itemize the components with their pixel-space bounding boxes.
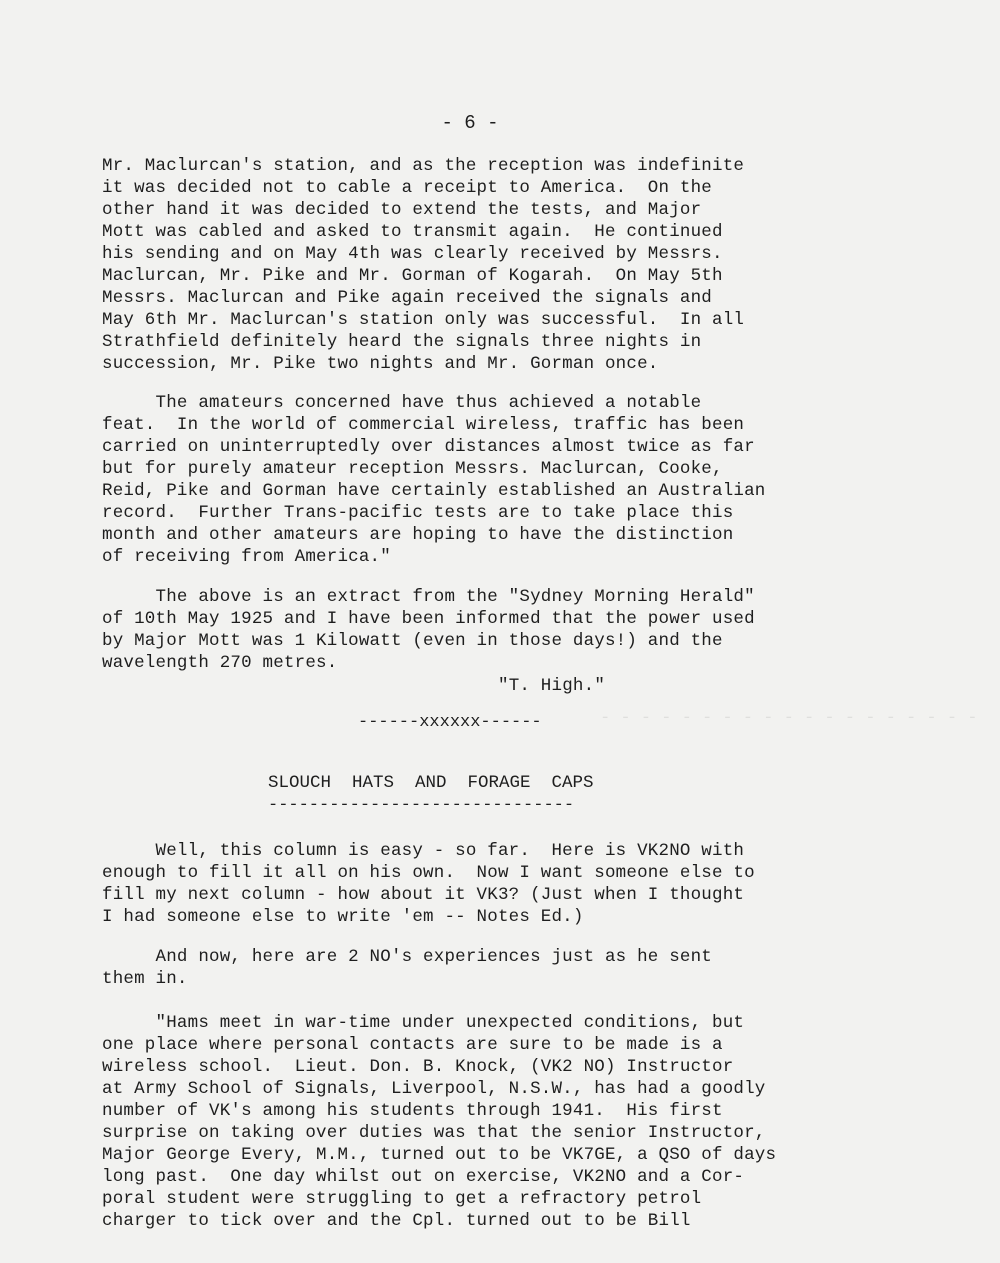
text-line: And now, here are 2 NO's experiences just as he sent (102, 947, 712, 967)
text-line: The above is an extract from the "Sydney Morning Herald" (102, 587, 755, 607)
text-line: charger to tick over and the Cpl. turned out to be Bill (102, 1211, 691, 1231)
text-line: them in. (102, 969, 188, 989)
text-line: Mr. Maclurcan's station, and as the reception was indefinite (102, 156, 745, 176)
bleed-through-texture: - - - - - - - - - - - - - - - - - - - (600, 709, 978, 728)
text-line: feat. In the world of commercial wireless, traffic has been (102, 415, 745, 435)
text-line: succession, Mr. Pike two nights and Mr. Gorman once. (102, 354, 659, 374)
text-line: carried on uninterruptedly over distances almost twice as far (102, 437, 755, 457)
text-line: long past. One day whilst out on exercise, VK2NO and a Cor- (102, 1167, 745, 1187)
section-title: SLOUCH HATS AND FORAGE CAPS (268, 773, 594, 793)
text-line: Messrs. Maclurcan and Pike again received the signals and (102, 288, 712, 308)
text-line: one place where personal contacts are sure to be made is a (102, 1035, 723, 1055)
page-number: - 6 - (441, 112, 499, 134)
text-line: The amateurs concerned have thus achieved a notable (102, 393, 702, 413)
text-line: Strathfield definitely heard the signals three nights in (102, 332, 702, 352)
text-line: "Hams meet in war-time under unexpected conditions, but (102, 1013, 745, 1033)
text-line: Well, this column is easy - so far. Here is VK2NO with (102, 841, 745, 861)
text-line: I had someone else to write 'em -- Notes Ed.) (102, 907, 584, 927)
text-line: fill my next column - how about it VK3? (Just when I thought (102, 885, 745, 905)
text-line: by Major Mott was 1 Kilowatt (even in those days!) and the (102, 631, 723, 651)
text-line: other hand it was decided to extend the tests, and Major (102, 200, 702, 220)
text-line: May 6th Mr. Maclurcan's station only was successful. In all (102, 310, 745, 330)
text-line: Reid, Pike and Gorman have certainly established an Australian (102, 481, 766, 501)
text-line: at Army School of Signals, Liverpool, N.S.W., has had a goodly (102, 1079, 766, 1099)
text-line: it was decided not to cable a receipt to America. On the (102, 178, 712, 198)
text-line: record. Further Trans-pacific tests are to take place this (102, 503, 734, 523)
text-line: his sending and on May 4th was clearly received by Messrs. (102, 244, 723, 264)
text-line: Major George Every, M.M., turned out to be VK7GE, a QSO of days (102, 1145, 777, 1165)
author-signature: "T. High." (498, 676, 606, 696)
text-line: Mott was cabled and asked to transmit again. He continued (102, 222, 723, 242)
text-line: Maclurcan, Mr. Pike and Mr. Gorman of Kogarah. On May 5th (102, 266, 723, 286)
text-line: of receiving from America." (102, 547, 391, 567)
section-separator: ------xxxxxx------ (358, 713, 542, 732)
text-line: wireless school. Lieut. Don. B. Knock, (VK2 NO) Instructor (102, 1057, 734, 1077)
text-line: poral student were struggling to get a refractory petrol (102, 1189, 702, 1209)
text-line: month and other amateurs are hoping to have the distinction (102, 525, 734, 545)
text-line: wavelength 270 metres. (102, 653, 338, 673)
text-line: but for purely amateur reception Messrs. Maclurcan, Cooke, (102, 459, 723, 479)
title-underline: ------------------------------ (268, 796, 575, 815)
text-line: number of VK's among his students through 1941. His first (102, 1101, 723, 1121)
text-line: surprise on taking over duties was that the senior Instructor, (102, 1123, 766, 1143)
text-line: enough to fill it all on his own. Now I want someone else to (102, 863, 755, 883)
text-line: of 10th May 1925 and I have been informed that the power used (102, 609, 755, 629)
